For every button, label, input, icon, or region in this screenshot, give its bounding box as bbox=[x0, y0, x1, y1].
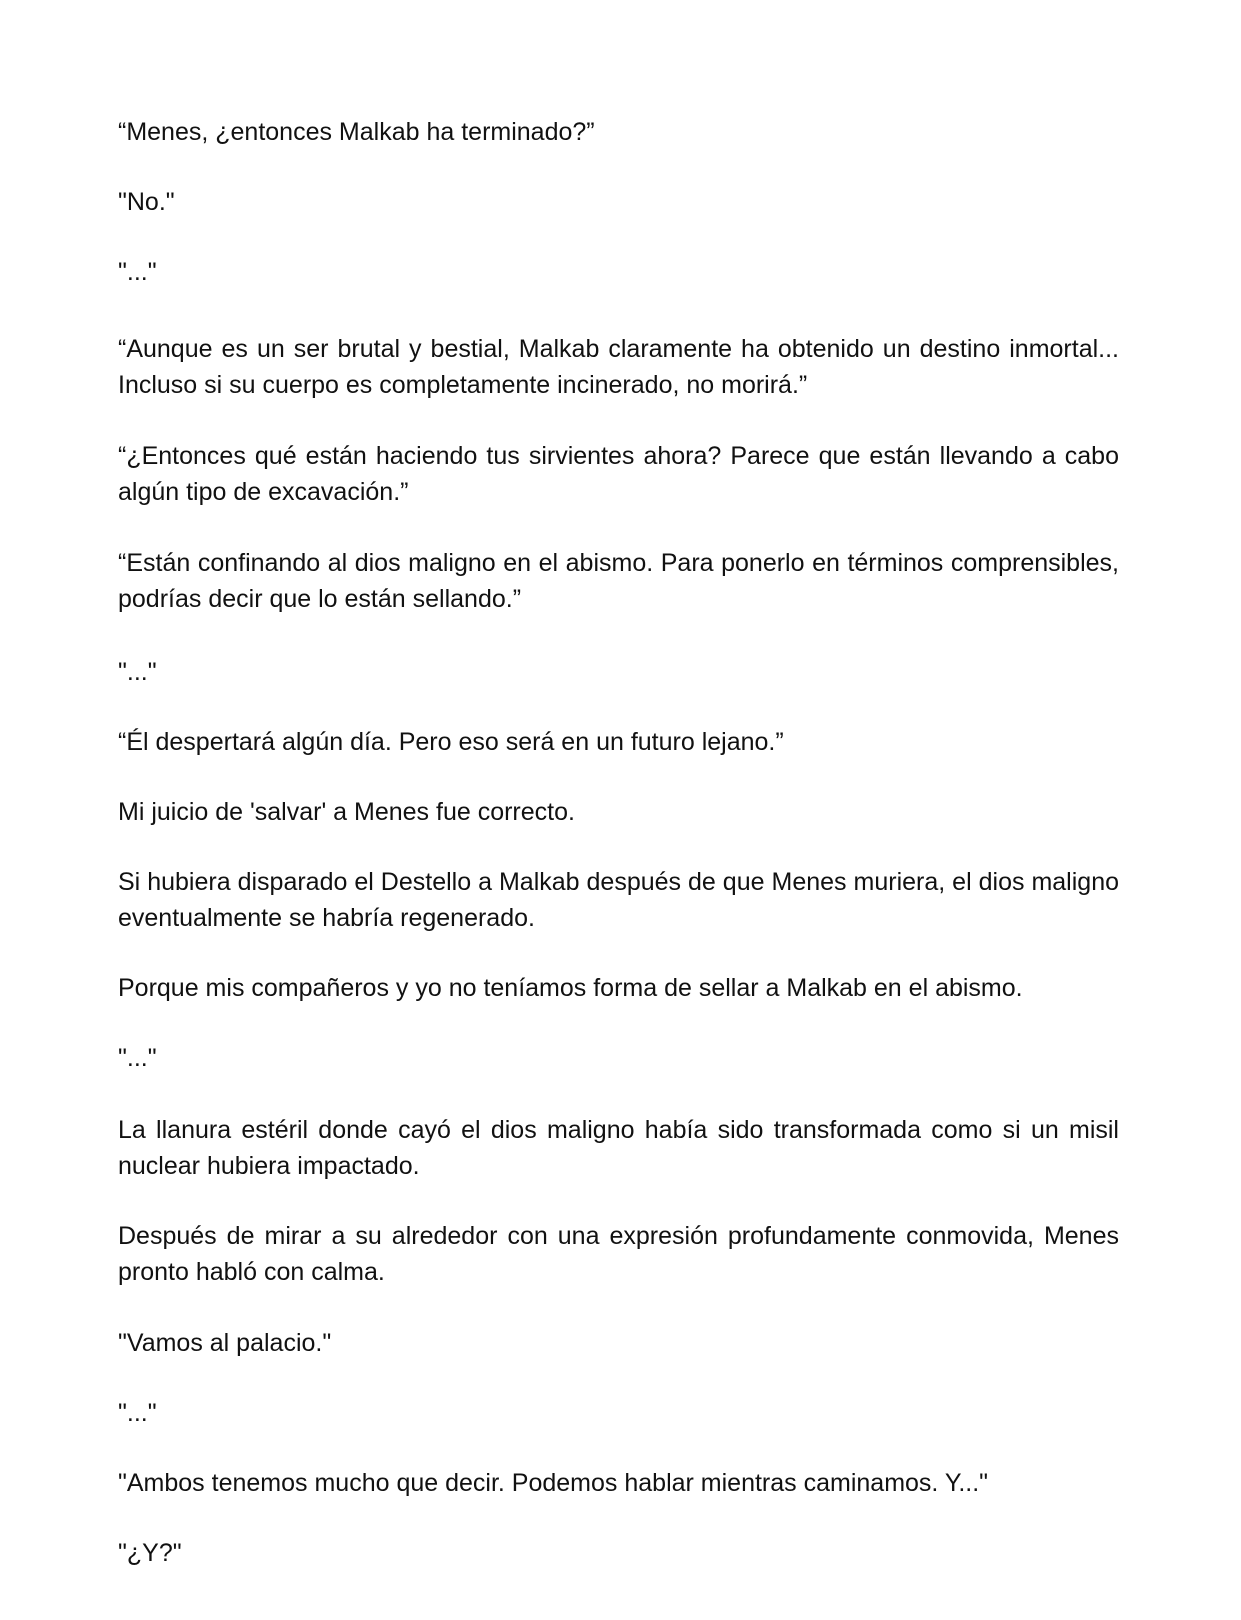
paragraph-16: "..." bbox=[118, 1399, 157, 1427]
paragraph-12: "..." bbox=[118, 1044, 157, 1072]
paragraph-4: “Aunque es un ser brutal y bestial, Malkab claramente ha obtenido un destino inmortal... Incluso si su cuerpo es completamente incinerado, no morirá.” bbox=[118, 335, 1119, 399]
paragraph-14: Después de mirar a su alrededor con una expresión profundamente conmovida, Menes pronto habló con calma. bbox=[118, 1222, 1119, 1286]
paragraph-5: “¿Entonces qué están haciendo tus sirvientes ahora? Parece que están llevando a cabo algún tipo de excavación.” bbox=[118, 442, 1119, 506]
paragraph-13: La llanura estéril donde cayó el dios maligno había sido transformada como si un misil nuclear hubiera impactado. bbox=[118, 1116, 1119, 1180]
paragraph-9: Mi juicio de 'salvar' a Menes fue correcto. bbox=[118, 798, 575, 826]
paragraph-15: "Vamos al palacio." bbox=[118, 1329, 332, 1357]
paragraph-7: "..." bbox=[118, 658, 157, 686]
paragraph-11: Porque mis compañeros y yo no teníamos forma de sellar a Malkab en el abismo. bbox=[118, 974, 1023, 1002]
paragraph-1: “Menes, ¿entonces Malkab ha terminado?” bbox=[118, 118, 595, 146]
paragraph-10: Si hubiera disparado el Destello a Malkab después de que Menes muriera, el dios maligno eventualmente se habría regenerado. bbox=[118, 868, 1119, 932]
paragraph-8: “Él despertará algún día. Pero eso será en un futuro lejano.” bbox=[118, 728, 784, 756]
paragraph-17: "Ambos tenemos mucho que decir. Podemos hablar mientras caminamos. Y..." bbox=[118, 1469, 989, 1497]
paragraph-3: "..." bbox=[118, 258, 157, 286]
paragraph-2: "No." bbox=[118, 188, 175, 216]
paragraph-6: “Están confinando al dios maligno en el abismo. Para ponerlo en términos comprensibles, podrías decir que lo están sellando.” bbox=[118, 549, 1119, 613]
paragraph-18: "¿Y?" bbox=[118, 1539, 182, 1567]
